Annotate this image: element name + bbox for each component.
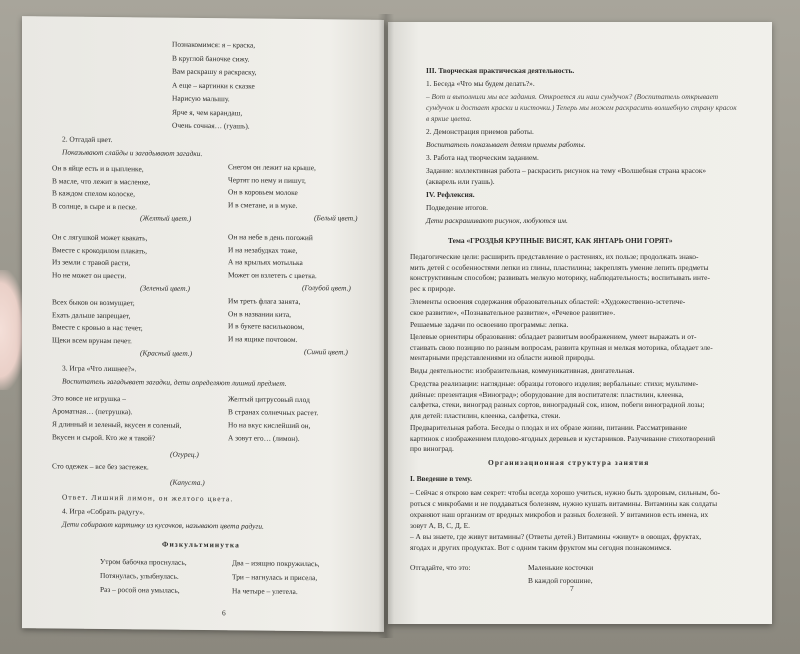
riddle-line: И в сметане, и в муке. [228,199,298,210]
riddle-answer: (Синий цвет.) [304,347,348,357]
poem-line: Вам раскрашу я раскраску, [172,66,257,77]
means-line: дийные: презентация «Виноград»; оборудование для воспитателя: пластилин, клеенка, [410,389,684,399]
goals-line: Педагогические цели: расширить представление о растениях, их пользе; продолжать знако- [410,252,699,261]
riddle-line: Но на вкус кислейший он, [228,420,311,431]
section-heading: Организационная структура занятия [488,458,650,467]
body-line: сундучок и достает краски и кисточки.) Теперь мы можем раскрасить волшебную страну красок [426,103,737,112]
riddle-line: Вместе с крокодилом плакать, [52,244,147,255]
riddle-answer: (Зеленый цвет.) [140,283,190,293]
goals-line: мить детей с особенностями лепки из глины, пластилина; закреплять умение лепить предметы [410,262,709,272]
riddle-line: Он с лягушкой может квакать, [52,232,148,243]
poem-line: Познакомимся: я – краска, [172,39,256,50]
section-heading: III. Творческая практическая деятельность. [426,66,575,75]
riddle-line: Я длинный и зеленый, вкусен я соленый, [52,419,182,430]
answer-line: Ответ. Лишний лимон, он желтого цвета. [62,492,234,504]
intro-line: охраняют наш организм от вредных микробов и разных болезней. У витаминов есть имена, их [410,510,709,519]
exercise-line: Раз – росой она умылась, [100,584,180,595]
body-line: Подведение итогов. [426,203,488,212]
game-title: 2. Отгадай цвет. [62,134,113,145]
targets-line: стаивать свою позицию по разным вопросам, развита крупная и мелкая моторика, обладает эле- [410,342,713,352]
game-instruction: Дети собирают картинку из кусочков, называют цвета радуги. [62,519,264,531]
left-page [22,16,384,632]
body-line: – Вот и выполнили мы все задания. Откроется ли наш сундучок? (Воспитатель открывает [426,92,719,101]
body-line: Задание: коллективная работа – раскрасить рисунок на тему «Волшебная страна красок» [426,166,707,175]
section-heading: Физкультминутка [162,539,240,550]
riddle-line: Он в яйце есть и в цыпленке, [52,163,144,174]
riddle-line: В каждой горошине, [528,575,593,585]
riddle-line: Может он взлететь с цветка. [228,269,317,280]
section-heading: I. Введение в тему. [410,474,472,483]
riddle-line: И в букете васильковом, [228,321,305,332]
page-number: 6 [222,608,226,618]
riddle-line: Он на небе в день погожий [228,232,313,243]
list-item: 1. Беседа «Что мы будем делать?». [426,79,535,88]
activities-line: Виды деятельности: изобразительная, коммуникативная, двигательная. [410,366,635,375]
riddle-line: Он в названии кита, [228,308,292,319]
riddle-line: А на крыльях мотылька [228,257,303,268]
list-item: 3. Работа над творческим заданием. [426,153,539,162]
targets-line: Целевые ориентиры образования: обладает развитым воображением, умеет выражать и от- [410,332,697,341]
intro-line: – Сейчас я открою вам секрет: чтобы всегда хорошо учиться, нужно быть здоровым, сильным, бо- [410,488,721,497]
body-line: Воспитатель показывает детям приемы работы. [426,140,586,149]
riddle-line: И на незабудках тоже, [228,244,298,255]
riddle-answer: (Желтый цвет.) [140,213,192,223]
body-line: Дети раскрашивают рисунок, любуются им. [426,216,568,225]
riddle-line: Ароматная… (петрушка). [52,406,133,417]
riddle-line: Он в коровьем молоке [228,187,298,197]
riddle-answer: (Капуста.) [170,477,205,488]
game-title: 4. Игра «Собрать радугу». [62,506,145,517]
riddle-line: В солнце, в сыре и в песке. [52,200,138,211]
poem-line: Ярче я, чем карандаш, [172,107,243,117]
riddle-line: Это вовсе не игрушка – [52,393,126,404]
means-line: для детей: пластилин, клеенка, салфетка, стеки. [410,410,561,420]
game-instruction: Воспитатель загадывает загадки, дети определяют лишний предмет. [62,376,287,388]
riddle-line: В каждом спелом колоске, [52,188,135,199]
riddle-answer: (Голубой цвет.) [302,283,351,293]
riddle-line: Снегом он лежит на крыше, [228,162,316,173]
game-title: 3. Игра «Что лишнее?». [62,363,137,374]
poem-line: Нарисую малышу. [172,93,230,104]
game-instruction: Показывают слайды и загадывают загадки. [62,147,203,158]
intro-line: ягодах и других продуктах. Вот с одним таким фруктом мы сегодня познакомимся. [410,543,672,552]
targets-line: ментарными представлениями из области живой природы. [410,353,595,362]
tasks-line: Решаемые задачи по освоению программы: лепка. [410,320,569,329]
riddle-line: Вместе с кровью в нас течет, [52,322,143,333]
exercise-line: Потянулась, улыбнулась. [100,570,179,581]
riddle-line: Ехать дальше запрещает, [52,309,131,320]
goals-line: конструктивным способом; развивать мелкую моторику, наблюдательность; воспитывать инте- [410,273,710,282]
list-item: 2. Демонстрация приемов работы. [426,127,534,136]
riddle-line: Желтый цитрусовый плод [228,394,310,405]
means-line: салфетка, стеки, виноград разных сортов, виноградный сок, изюм, побеги виноградной лозы; [410,400,705,409]
poem-line: Очень сочная… (гуашь). [172,120,250,131]
goals-line: рес к природе. [410,283,456,293]
exercise-line: На четыре – улетела. [232,586,298,596]
riddle-line: Маленькие косточки [528,563,594,572]
areas-line: ское развитие», «Познавательное развитие», «Речевое развитие». [410,307,616,317]
riddle-answer: (Белый цвет.) [314,213,358,223]
riddle-line: И на ящике почтовом. [228,333,298,344]
right-page [388,22,772,624]
poem-line: А еще – картинки к сказке [172,80,255,91]
book-gutter [378,14,394,638]
riddle-line: В странах солнечных растет. [228,407,319,418]
exercise-line: Утром бабочка проснулась, [100,556,187,567]
exercise-line: Три – нагнулась и присела, [232,572,318,583]
riddle-line: Щеки всем врунам печет. [52,334,132,345]
riddle-line: Из земли с травой расти, [52,257,131,268]
prep-line: про виноград. [410,444,454,453]
body-line: (акварель или гуашь). [426,177,495,186]
intro-line: роться с микробами и не поддаваться болезням, нужно кушать витамины. Витамины как солдаты [410,499,718,508]
areas-line: Элементы освоения содержания образовательных областей: «Художественно-эстетиче- [410,297,686,306]
riddle-line: Чертят по нему и пишут, [228,174,306,185]
riddle-prompt: Отгадайте, что это: [410,563,471,572]
intro-line: зовут А, В, С, Д, Е. [410,521,470,530]
poem-line: В круглой баночке сижу. [172,53,250,63]
riddle-answer: (Красный цвет.) [140,348,193,358]
prep-line: Предварительная работа. Беседы о плодах и их образе жизни, питании. Рассматривание [410,423,688,432]
exercise-line: Два – изящно покружилась, [232,558,320,569]
means-line: Средства реализации: наглядные: образцы готового изделия; вербальные: стихи; мультиме- [410,379,699,388]
section-heading: IV. Рефлексия. [426,190,475,199]
riddle-line: А зовут его… (лимон). [228,433,300,444]
riddle-line: Вкусен и сырой. Кто же я такой? [52,432,156,443]
body-line: в яркие цвета. [426,114,472,123]
riddle-line: В масле, что лежит в масленке, [52,175,151,186]
prep-line: картинок с изображением плодово-ягодных деревьев и кустарников. Разучивание стихотворений [410,433,716,443]
riddle-line: Им треть флага занята, [228,296,301,307]
topic-title: Тема «ГРОЗДЬЯ КРУПНЫЕ ВИСЯТ, КАК ЯНТАРЬ ОНИ ГОРЯТ» [448,236,673,245]
riddle-answer: (Огурец.) [170,449,199,459]
riddle-line: Всех быков он возмущает, [52,297,135,308]
page-number: 7 [570,584,574,593]
riddle-line: Но не может он цвести. [52,269,127,280]
intro-line: – А вы знаете, где живут витамины? (Ответы детей.) Витамины «живут» в овощах, фруктах, [410,532,702,541]
riddle-line: Сто одежек – все без застежек. [52,461,149,472]
